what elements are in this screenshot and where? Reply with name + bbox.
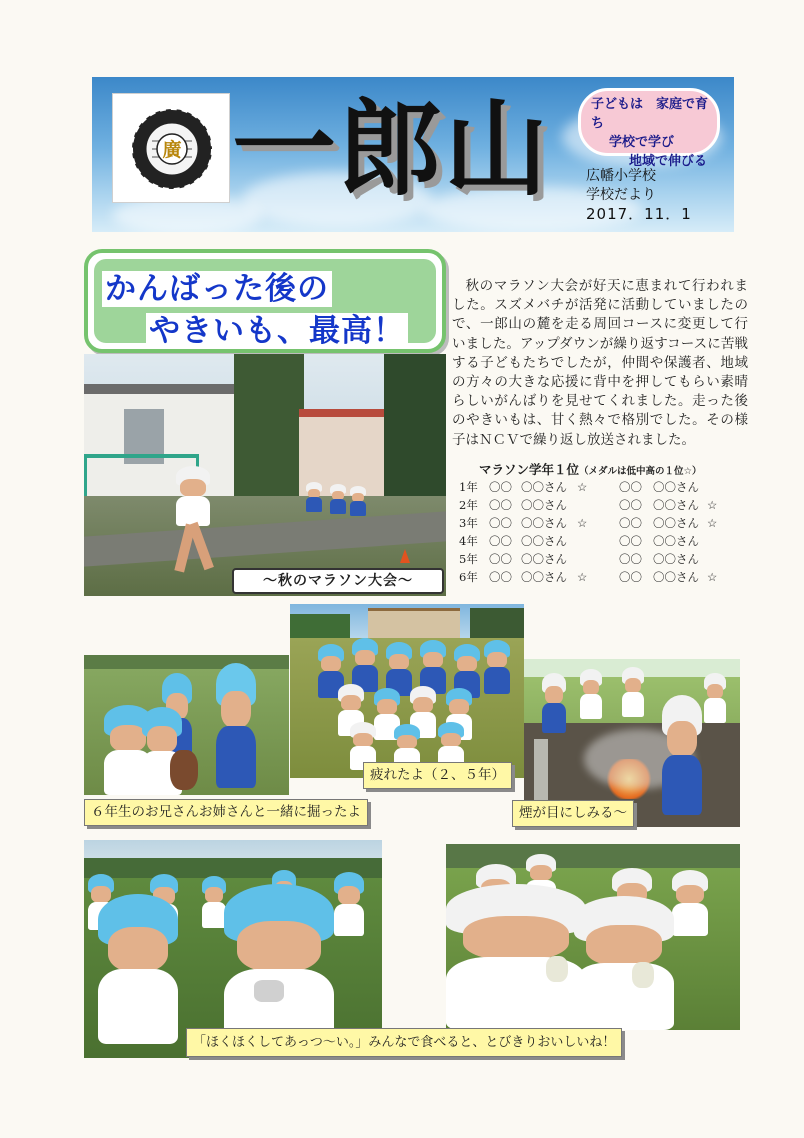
caption-tired: 疲れたよ（２、５年）	[363, 762, 512, 789]
star-icon: ☆	[707, 516, 718, 530]
ranking-row: 6年 〇〇 〇〇さん ☆ 〇〇 〇〇さん ☆	[459, 570, 718, 584]
issue-date: 2017．11．1	[586, 205, 692, 223]
caption-marathon: ～秋のマラソン大会～	[232, 568, 444, 594]
school-name: 広幡小学校	[586, 168, 656, 184]
motto-line-2: 学校で学び	[609, 135, 675, 150]
photo-group	[290, 604, 524, 778]
star-icon: ☆	[577, 480, 588, 494]
ranking-row: 1年 〇〇 〇〇さん ☆ 〇〇 〇〇さん	[459, 480, 699, 494]
school-crest-icon	[113, 94, 231, 204]
star-icon: ☆	[577, 570, 588, 584]
headline-line-1: かんばった後の	[102, 263, 332, 308]
caption-digging: ６年生のお兄さんお姉さんと一緒に掘ったよ	[84, 799, 368, 826]
star-icon: ☆	[577, 516, 588, 530]
school-emblem	[112, 93, 230, 203]
caption-eating: 「ほくほくしてあっつ～い。」みんなで食べると、とびきりおいしいね！	[186, 1028, 622, 1057]
star-icon: ☆	[707, 570, 718, 584]
newsletter-title: 一郎山	[232, 88, 551, 210]
ranking-title: マラソン学年１位（メダルは低中高の１位☆）	[479, 462, 702, 477]
article-body: 秋のマラソン大会が好天に恵まれて行われました。スズメバチが活発に活動していましたので、一郎山の麓を走る周回コースに変更して行いました。アップダウンが繰り返すコースに苦戦する子どもたちでしたが，仲間や保護者、地域の方々の大きな応援に背中を押してもらい素晴らしいがんばりを見せてくれました。走った後のやきいもは、甘く熱々で格別でした。その様子はＮＣＶで繰り返し放送されました。	[452, 278, 748, 448]
school-info	[586, 167, 692, 224]
motto-line-1: 子どもは 家庭で育ち	[591, 97, 709, 131]
ranking-row: 2年 〇〇 〇〇さん 〇〇 〇〇さん ☆	[459, 498, 718, 512]
ranking-table	[459, 478, 749, 586]
photo-digging	[84, 655, 289, 795]
star-icon: ☆	[707, 498, 718, 512]
ranking-row: 3年 〇〇 〇〇さん ☆ 〇〇 〇〇さん ☆	[459, 516, 718, 530]
ranking-row: 5年 〇〇 〇〇さん 〇〇 〇〇さん	[459, 552, 699, 566]
school-motto	[578, 88, 720, 169]
newsletter-type: 学校だより	[586, 187, 656, 203]
emblem-char: 廣	[162, 139, 182, 161]
headline-line-2: やきいも、最高！	[146, 305, 408, 350]
ranking-row: 4年 〇〇 〇〇さん 〇〇 〇〇さん	[459, 534, 699, 548]
photo-marathon	[84, 354, 446, 596]
photo-eating-left	[84, 840, 382, 1058]
caption-smoke: 煙が目にしみる～	[512, 800, 634, 827]
article-headline	[84, 249, 446, 353]
photo-eating-right	[446, 844, 740, 1030]
motto-line-3: 地域で伸びる	[629, 154, 708, 169]
